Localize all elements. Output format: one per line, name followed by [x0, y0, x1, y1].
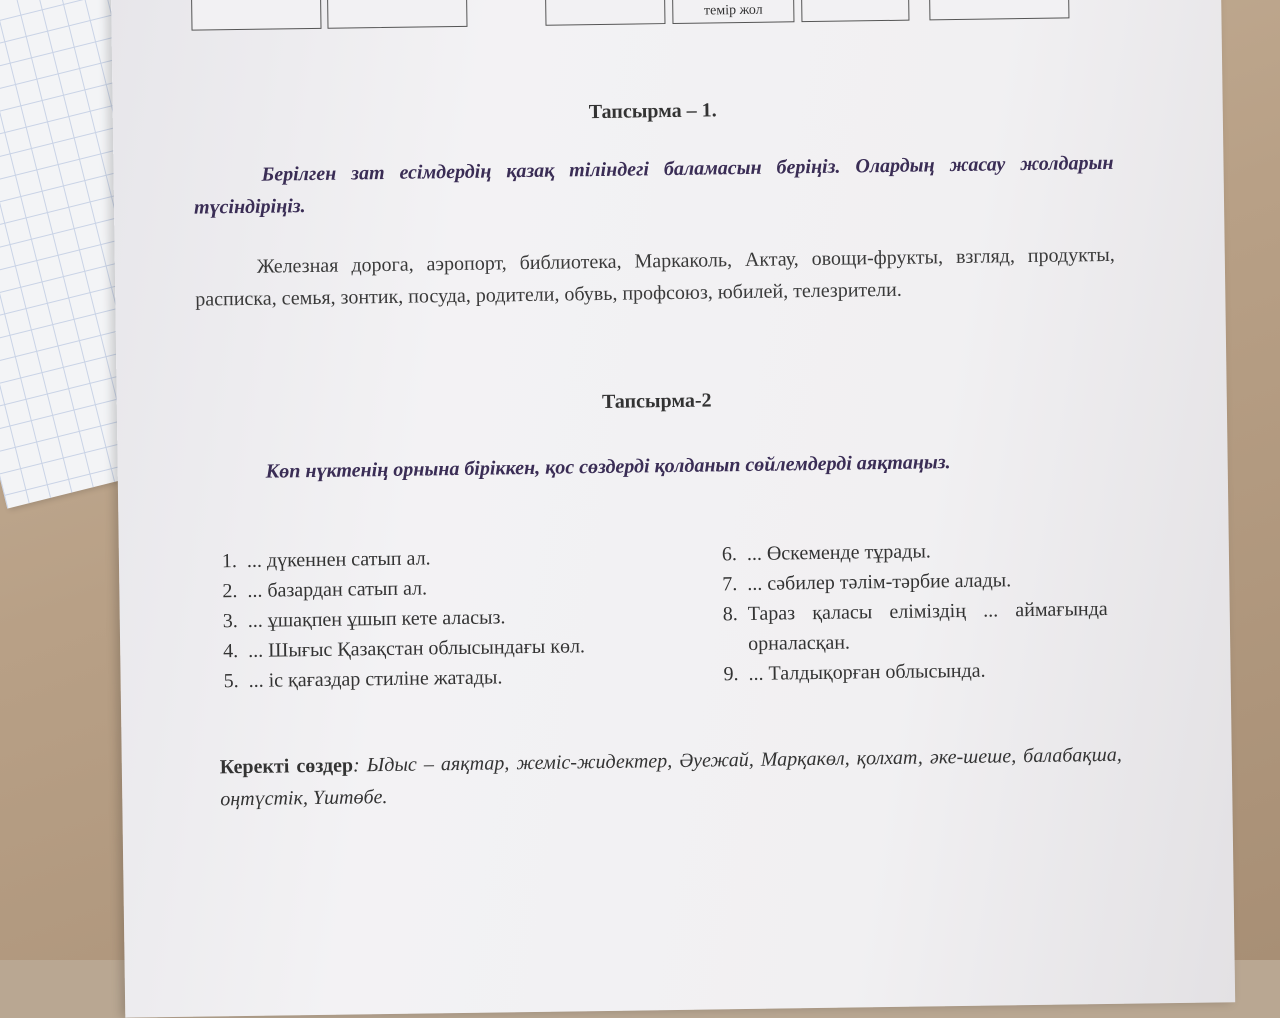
item-text: ... дүкеннен сатып ал.	[246, 547, 431, 572]
item-number: 7.	[722, 573, 738, 596]
list-item	[200, 631, 630, 667]
required-words-label: Керекті сөздер	[219, 754, 354, 779]
table-cell-text	[802, 18, 908, 19]
table-cell-text: темір жол	[703, 2, 763, 19]
table-cell-text	[930, 15, 1068, 17]
task1-word-list: Железная дорога, аэропорт, библиотека, Маркаколь, Актау, овощи-фрукты, взгляд, продукты, расписка, семья, зонтик, посуда, родители, обувь, профсоюз, юбилей, телезрители.	[195, 243, 1115, 311]
task2-instruction: Көп нүктенің орнына біріккен, қос сөздерді қолданып сөйлемдерді аяқтаңыз.	[265, 451, 951, 483]
item-text: ... Өскеменде тұрады.	[746, 540, 931, 565]
task1-instruction: Берілген зат есімдердің қазақ тіліндегі баламасын беріңіз. Олардың жасау жолдарын түсіндіріңіз.	[193, 151, 1114, 219]
table-cell	[928, 0, 1069, 20]
item-number: 6.	[721, 543, 738, 566]
table-cell-text	[192, 26, 320, 28]
item-number: 8.	[722, 603, 738, 626]
item-text: ... сәбилер тәлім-тәрбие алады.	[747, 569, 1012, 595]
item-text: ... іс қағаздар стиліне жатады.	[248, 666, 503, 692]
item-text: ... Шығыс Қазақстан облысындағы көл.	[248, 635, 586, 662]
item-number: 4.	[223, 640, 239, 663]
item-text: ... базардан сатып ал.	[247, 577, 428, 602]
item-text: ... Талдықорған облысында.	[748, 659, 986, 685]
task2-heading: Тапсырма-2	[601, 389, 712, 413]
table-cell	[191, 0, 322, 31]
table-cell	[544, 0, 665, 26]
worksheet-page	[111, 0, 1235, 1018]
item-number: 9.	[723, 663, 739, 686]
list-item	[200, 661, 630, 697]
list-item	[700, 654, 1120, 690]
item-number: 5.	[223, 670, 239, 693]
item-text: Тараз қаласы еліміздің ... аймағында орналасқан.	[747, 597, 1108, 655]
required-words	[220, 739, 1123, 816]
item-number: 2.	[222, 580, 238, 603]
sentence-list-right	[699, 534, 1121, 690]
table-cell-text	[546, 21, 664, 23]
table-cell	[326, 0, 467, 29]
item-text: ... ұшақпен ұшып кете аласыз.	[247, 606, 506, 632]
list-item	[700, 594, 1121, 660]
table-cell	[800, 0, 909, 22]
sentence-list-left	[199, 541, 631, 697]
required-words-text: : Ыдыс – аяқтар, жеміс-жидектер, Әуежай, Марқакөл, қолхат, әке-шеше, балабақша, оңтүстік, Үштөбе.	[220, 743, 1122, 811]
table-cell-text	[328, 24, 466, 26]
task1-heading: Тапсырма – 1.	[588, 99, 717, 124]
table-cell	[671, 0, 794, 24]
item-number: 1.	[221, 550, 238, 573]
item-number: 3.	[222, 610, 238, 633]
